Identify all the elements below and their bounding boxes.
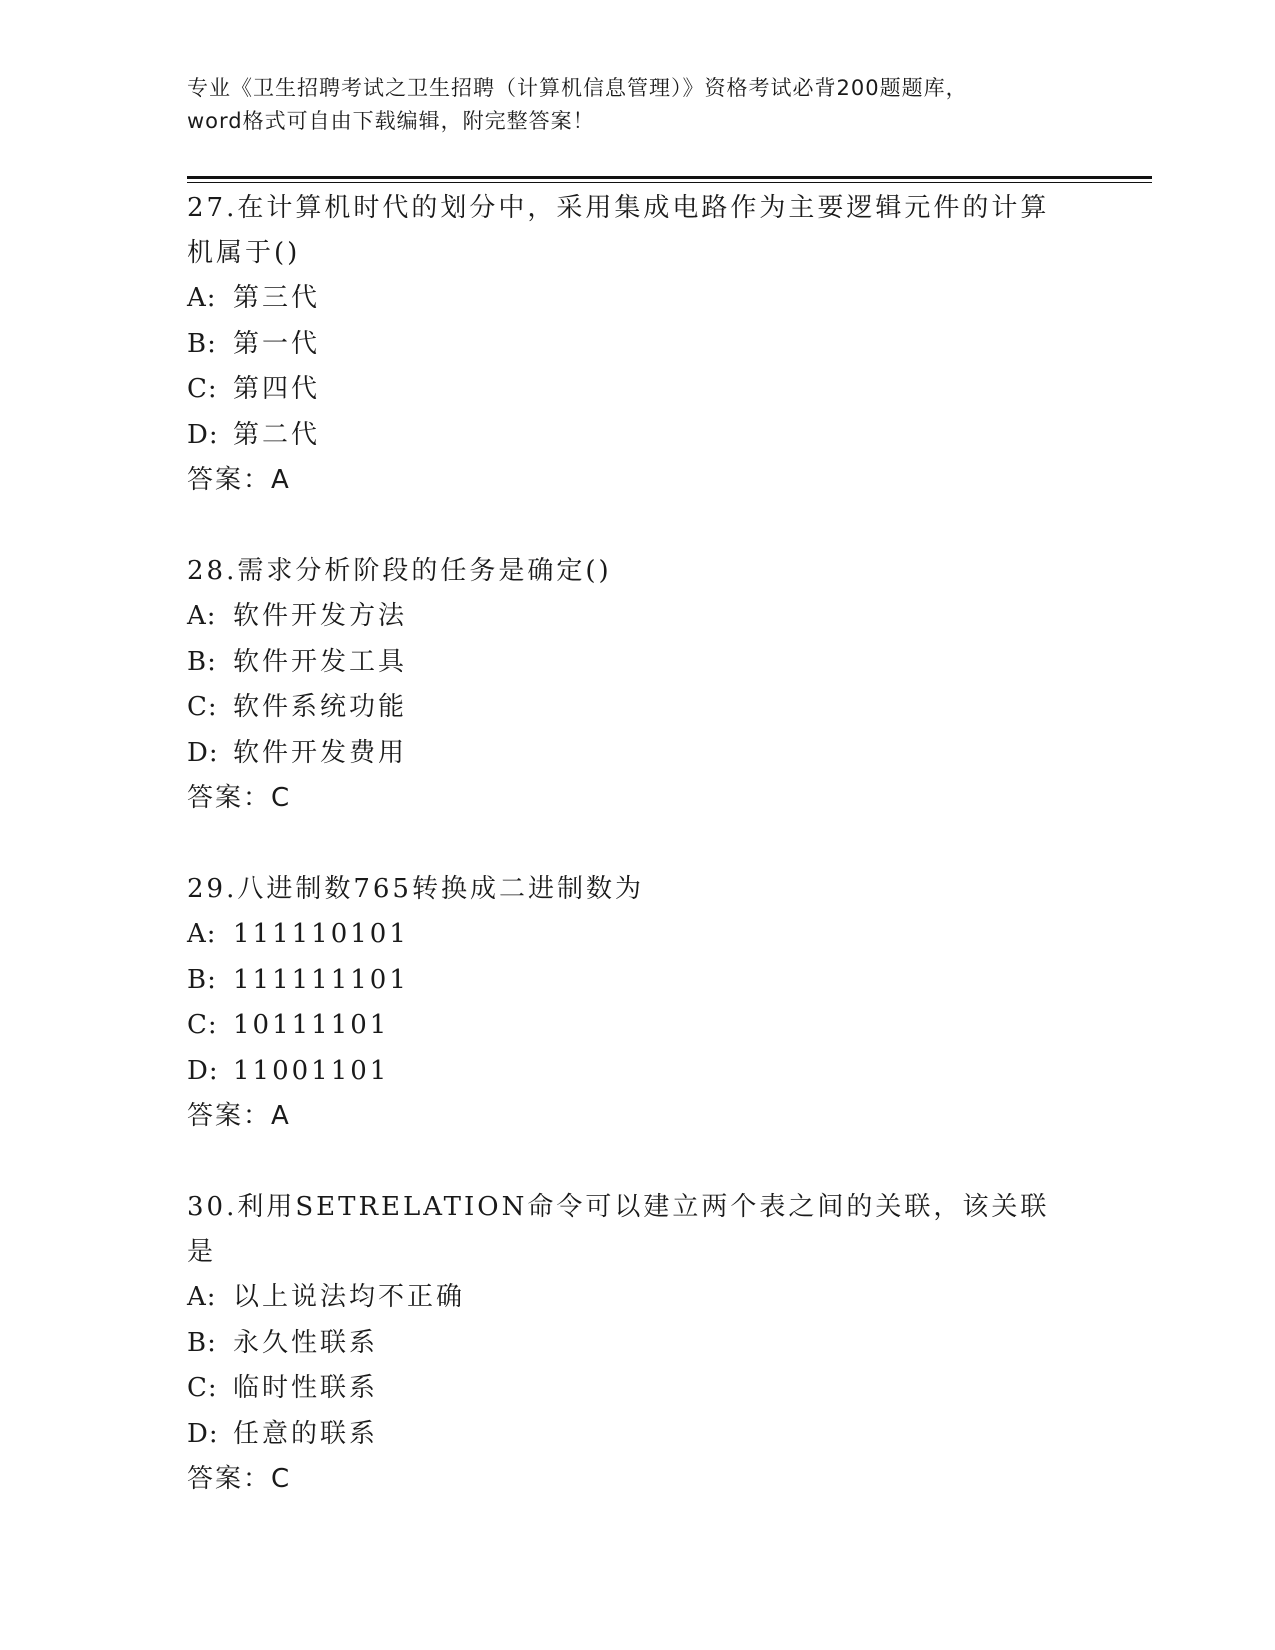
option-text: 11001101 xyxy=(233,1055,390,1086)
option-b xyxy=(187,1321,1147,1367)
header-divider-thin xyxy=(187,182,1152,183)
question-27 xyxy=(187,186,1147,503)
option-text: 10111101 xyxy=(233,1010,390,1040)
option-letter: B: xyxy=(187,1327,217,1358)
option-text: 第一代 xyxy=(233,328,321,359)
option-letter: B: xyxy=(187,646,217,677)
option-text: 第四代 xyxy=(233,374,321,404)
question-list xyxy=(187,186,1147,1502)
question-spacer xyxy=(187,503,1147,549)
option-text: 软件开发费用 xyxy=(233,737,408,768)
option-a xyxy=(187,1275,1147,1321)
option-text: 以上说法均不正确 xyxy=(233,1282,466,1312)
option-c xyxy=(187,367,1147,413)
question-30 xyxy=(187,1185,1147,1502)
question-28 xyxy=(187,549,1147,821)
answer-line: 答案：A xyxy=(187,465,291,495)
option-text: 永久性联系 xyxy=(233,1327,379,1358)
option-text: 临时性联系 xyxy=(233,1373,379,1403)
option-text: 第三代 xyxy=(233,283,321,313)
option-text: 任意的联系 xyxy=(233,1418,379,1449)
option-b xyxy=(187,640,1147,686)
option-text: 111110101 xyxy=(233,919,409,949)
option-b xyxy=(187,322,1147,368)
option-letter: A: xyxy=(187,283,217,313)
answer-line: 答案：A xyxy=(187,1101,291,1131)
option-letter: A: xyxy=(187,601,217,631)
option-a xyxy=(187,594,1147,640)
option-letter: C: xyxy=(187,692,218,722)
question-stem: 28.需求分析阶段的任务是确定() xyxy=(187,556,612,586)
option-c xyxy=(187,1366,1147,1412)
option-letter: D: xyxy=(187,1055,219,1086)
option-letter: D: xyxy=(187,737,219,768)
option-text: 软件开发方法 xyxy=(233,601,408,631)
option-text: 111111101 xyxy=(233,964,409,995)
question-stem: 29.八进制数765转换成二进制数为 xyxy=(187,874,644,904)
option-c xyxy=(187,1003,1147,1049)
option-text: 软件系统功能 xyxy=(233,692,408,722)
option-b xyxy=(187,958,1147,1004)
header-title-line-1: 专业《卫生招聘考试之卫生招聘（计算机信息管理）》资格考试必背200题题库， xyxy=(187,76,968,100)
answer-line: 答案：C xyxy=(187,783,292,813)
question-stem: 27.在计算机时代的划分中，采用集成电路作为主要逻辑元件的计算机属于() xyxy=(187,193,1050,268)
option-text: 第二代 xyxy=(233,419,321,450)
option-letter: A: xyxy=(187,919,217,949)
question-29 xyxy=(187,867,1147,1139)
option-letter: C: xyxy=(187,1010,218,1040)
option-d xyxy=(187,1412,1147,1458)
document-header xyxy=(187,72,1087,138)
header-title-line-2: word格式可自由下载编辑，附完整答案！ xyxy=(187,109,595,133)
option-letter: C: xyxy=(187,374,218,404)
option-d xyxy=(187,413,1147,459)
option-letter: A: xyxy=(187,1282,217,1312)
question-spacer xyxy=(187,821,1147,867)
option-d xyxy=(187,1049,1147,1095)
option-a xyxy=(187,912,1147,958)
option-text: 软件开发工具 xyxy=(233,646,408,677)
option-letter: D: xyxy=(187,419,219,450)
option-letter: C: xyxy=(187,1373,218,1403)
answer-line: 答案：C xyxy=(187,1464,292,1494)
option-c xyxy=(187,685,1147,731)
option-letter: D: xyxy=(187,1418,219,1449)
question-stem: 30.利用SETRELATION命令可以建立两个表之间的关联，该关联是 xyxy=(187,1192,1050,1267)
option-a xyxy=(187,276,1147,322)
option-d xyxy=(187,731,1147,777)
option-letter: B: xyxy=(187,328,217,359)
question-spacer xyxy=(187,1139,1147,1185)
option-letter: B: xyxy=(187,964,217,995)
header-divider-thick xyxy=(187,176,1152,179)
